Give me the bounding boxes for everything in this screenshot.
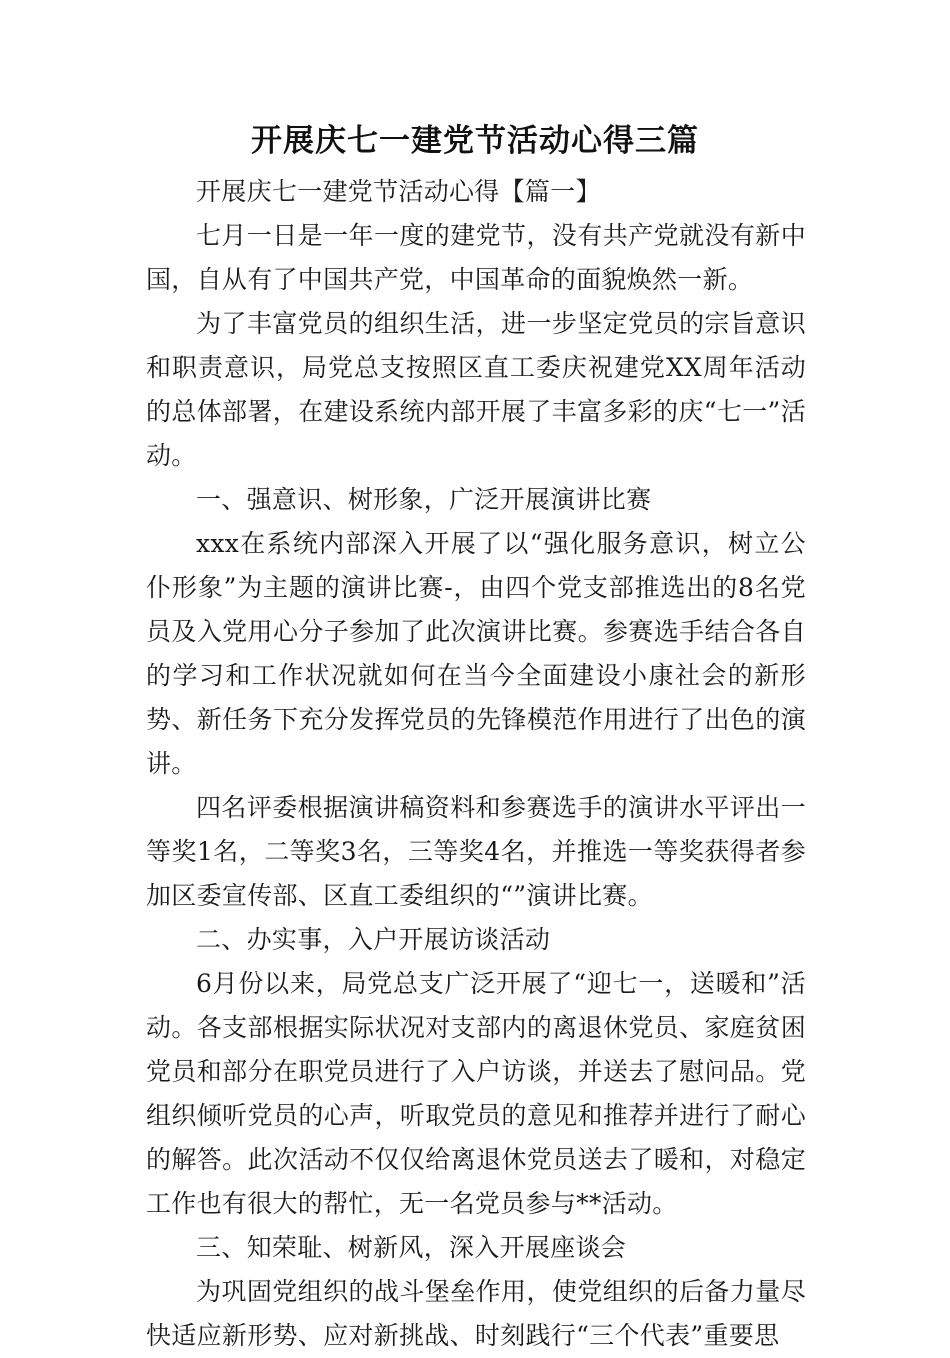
paragraph: 七月一日是一年一度的建党节，没有共产党就没有新中国，自从有了中国共产党，中国革命的面貌焕然一新。 (146, 221, 806, 294)
subsection-heading: 三、知荣耻、树新风，深入开展座谈会 (196, 1233, 627, 1262)
paragraph: 四名评委根据演讲稿资料和参赛选手的演讲水平评出一等奖1名，二等奖3名，三等奖4名，并推选一等奖获得者参加区委宣传部、区直工委组织的“”演讲比赛。 (146, 793, 806, 910)
paragraph: xxx在系统内部深入开展了以“强化服务意识，树立公仆形象”为主题的演讲比赛-，由四个党支部推选出的8名党员及入党用心分子参加了此次演讲比赛。参赛选手结合各自的学习和工作状况就如何在当今全面建设小康社会的新形势、新任务下充分发挥党员的先锋模范作用进行了出色的演讲。 (146, 529, 806, 778)
document-title: 开展庆七一建党节活动心得三篇 (251, 123, 699, 159)
paragraph: 为了丰富党员的组织生活，进一步坚定党员的宗旨意识和职责意识，局党总支按照区直工委庆祝建党XX周年活动的总体部署，在建设系统内部开展了丰富多彩的庆“七一”活动。 (146, 309, 806, 470)
document-body (146, 170, 806, 1358)
paragraph: 为巩固党组织的战斗堡垒作用，使党组织的后备力量尽快适应新形势、应对新挑战、时刻践行“三个代表”重要思 (146, 1277, 806, 1350)
subsection-heading: 二、办实事，入户开展访谈活动 (196, 925, 551, 954)
subsection-heading: 一、强意识、树形象，广泛开展演讲比赛 (196, 485, 652, 514)
paragraph: 6月份以来，局党总支广泛开展了“迎七一，送暖和”活动。各支部根据实际状况对支部内的离退休党员、家庭贫困党员和部分在职党员进行了入户访谈，并送去了慰问品。党组织倾听党员的心声，听取党员的意见和推荐并进行了耐心的解答。此次活动不仅仅给离退休党员送去了暖和，对稳定工作也有很大的帮忙，无一名党员参与**活动。 (146, 969, 806, 1218)
section-heading-part-one: 开展庆七一建党节活动心得【篇一】 (196, 177, 601, 206)
